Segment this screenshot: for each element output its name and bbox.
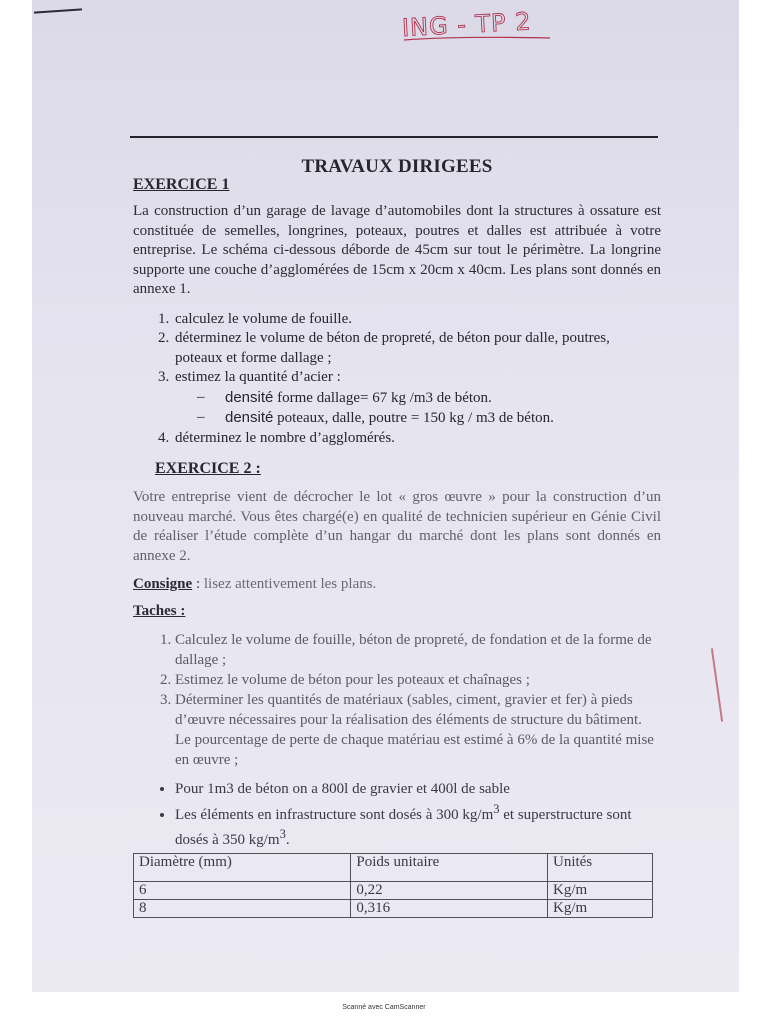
handwritten-note: [400, 0, 560, 50]
note-dosage-sup2: 3: [279, 827, 286, 841]
exercise2-heading: EXERCICE 2 :: [155, 460, 261, 477]
question-3: [173, 368, 661, 429]
exercise1-paragraph: La construction d’un garage de lavage d’automobiles dont la structures à ossature est constituée de semelles, longrines, poteaux, poutres et dalles est attribuée à votre entreprise. Le schéma ci-dessous déborde de 45cm sur tout le périmètre. La longrine supporte une couche d’agglomérées de 15cm x 20cm x 40cm. Les plans sont donnés en annexe 1.: [133, 203, 661, 297]
svg-text:ING - TP 2: ING - TP 2: [401, 7, 533, 43]
note-dosage-part1: Les éléments en infrastructure sont dosés à 300 kg/m: [175, 806, 494, 823]
note-dosage-part2: et superstructure sont dosés à 350 kg/m: [175, 806, 632, 848]
task-2: 2. Estimez le volume de béton pour les poteaux et chaînages ;: [175, 670, 661, 690]
steel-density-list: [175, 388, 661, 429]
note-gravel-sand: • Pour 1m3 de béton on a 800l de gravier et 400l de sable: [175, 780, 661, 800]
density-dallage-value: forme dallage= 67 kg /m3 de béton.: [273, 389, 492, 406]
table-cell: Kg/m: [547, 899, 652, 917]
question-1: 1. calculez le volume de fouille.: [173, 310, 661, 330]
table-header-cell: Poids unitaire: [351, 853, 548, 881]
taches-label: Taches :: [133, 603, 186, 619]
table-cell: 0,316: [351, 899, 548, 917]
consigne-line: [133, 576, 661, 593]
table-header-row: [134, 853, 653, 881]
consigne-text: lisez attentivement les plans.: [200, 576, 377, 592]
material-notes: [133, 780, 661, 851]
note-dosage: [175, 800, 661, 851]
table-row: [134, 899, 653, 917]
note-dosage-end: .: [285, 832, 290, 848]
exercise2-paragraph: Votre entreprise vient de décrocher le lot « gros œuvre » pour la construction d’un nouveau marché. Vous êtes chargé(e) en qualité de technicien supérieur en Génie Civil de réaliser l’étude complète d’un hangar du marché dont les plans sont donnés en annexe 2.: [133, 489, 661, 564]
table-cell: 0,22: [351, 881, 548, 899]
table-row: [134, 881, 653, 899]
table-header-cell: Unités: [547, 853, 652, 881]
scanned-page: [32, 0, 739, 992]
pen-mark: [34, 8, 82, 13]
density-structure-value: poteaux, dalle, poutre = 150 kg / m3 de béton.: [273, 410, 554, 426]
question-4: 4. déterminez le nombre d’agglomérés.: [173, 429, 661, 449]
density-structure-prefix: densité: [225, 409, 274, 426]
question-3-text: estimez la quantité d’acier :: [175, 369, 341, 385]
question-2: 2. déterminez le volume de béton de propreté, de béton pour dalle, poutres, poteaux et forme dallage ;: [173, 329, 661, 368]
margin-pen-mark: [711, 648, 723, 722]
table-cell: 8: [134, 899, 351, 917]
table-cell: 6: [134, 881, 351, 899]
task-1: 1. Calculez le volume de fouille, béton de propreté, de fondation et de la forme de dallage ;: [175, 630, 661, 670]
table-header-cell: Diamètre (mm): [134, 853, 351, 881]
scanner-footer: Scanné avec CamScanner: [342, 1004, 426, 1011]
exercise1-heading: EXERCICE 1: [133, 176, 230, 193]
document-body: [133, 150, 661, 918]
exercise1-questions: [133, 310, 661, 449]
consigne-separator: :: [192, 576, 201, 592]
header-rule: [130, 136, 658, 138]
note-dosage-sup1: 3: [493, 801, 500, 816]
consigne-label: Consigne: [133, 576, 193, 592]
table-cell: Kg/m: [547, 881, 652, 899]
tasks-list: [133, 630, 661, 770]
density-dallage: [197, 388, 661, 409]
density-dallage-prefix: densité: [225, 388, 274, 406]
density-structure: [197, 408, 661, 429]
page-title: TRAVAUX DIRIGEES: [301, 156, 493, 177]
steel-weights-table: [133, 853, 653, 918]
task-3: 3. Déterminer les quantités de matériaux (sables, ciment, gravier et fer) à pieds d’œuvre nécessaires pour la réalisation des éléments de structure du bâtiment. Le pourcentage de perte de chaque matériau est estimé à 6% de la quantité mise en œuvre ;: [175, 690, 661, 770]
